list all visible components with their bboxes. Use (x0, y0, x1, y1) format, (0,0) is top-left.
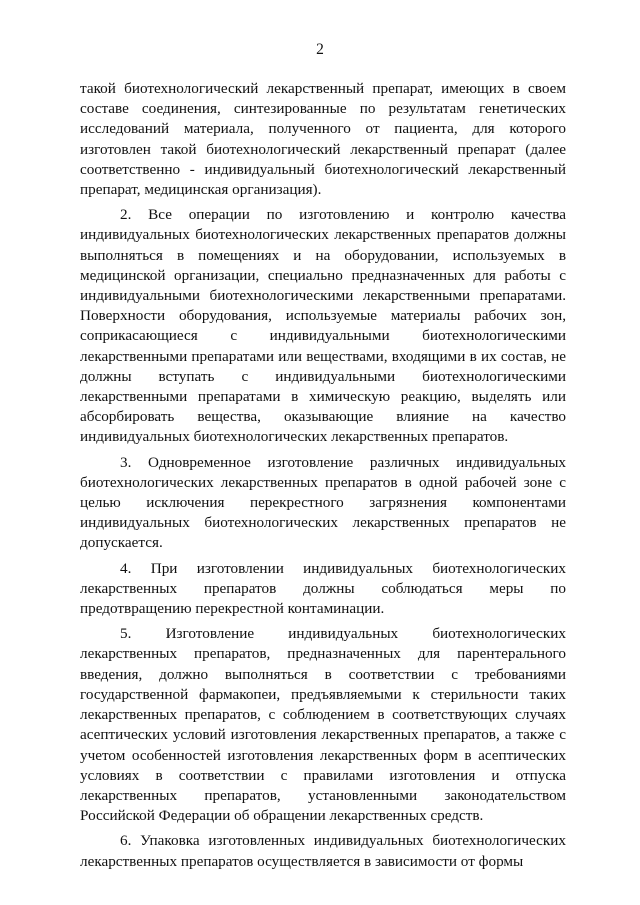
paragraph-item-6: 6. Упаковка изготовленных индивидуальных биотехнологических лекарственных препаратов осуществляется в зависимости от формы (80, 832, 566, 870)
page-number: 2 (316, 41, 324, 58)
paragraph-continuation: такой биотехнологический лекарственный препарат, имеющих в своем составе соединения, синтезированные по результатам генетических исследований материала, полученного от пациента, для которого изготовлен такой биотехнологический лекарственный препарат (далее соответственно - индивидуальный биотехнологический лекарственный препарат, медицинская организация). (80, 80, 566, 199)
paragraph-item-5: 5. Изготовление индивидуальных биотехнологических лекарственных препаратов, предназначенных для парентерального введения, должно выполняться в соответствии с требованиями государственной фармакопеи, предъявляемыми к стерильности таких лекарственных препаратов, с соблюдением в соответствующих случаях асептических условий изготовления лекарственных препаратов, а также с учетом особенностей изготовления лекарственных форм в асептических условиях в соответствии с правилами изготовления и отпуска лекарственных препаратов, установленными законодательством Российской Федерации об обращении лекарственных средств. (80, 625, 566, 825)
paragraph-item-4: 4. При изготовлении индивидуальных биотехнологических лекарственных препаратов должны соблюдаться меры по предотвращению перекрестной контаминации. (80, 559, 566, 618)
paragraph-item-3: 3. Одновременное изготовление различных индивидуальных биотехнологических лекарственных препаратов в одной рабочей зоне с целью исключения перекрестного загрязнения компонентами индивидуальных биотехнологических лекарственных препаратов не допускается. (80, 453, 566, 552)
paragraph-item-2: 2. Все операции по изготовлению и контролю качества индивидуальных биотехнологических лекарственных препаратов должны выполняться в помещениях и на оборудовании, используемых в медицинской организации, специально предназначенных для работы с индивидуальными биотехнологическими лекарственными препаратами. Поверхности оборудования, используемые материалы рабочих зон, соприкасающиеся с индивидуальными биотехнологическими лекарственными препаратами или веществами, входящими в их состав, не должны вступать с индивидуальными биотехнологическими лекарственными препаратами в химическую реакцию, выделять или абсорбировать вещества, оказывающие влияние на качество индивидуальных биотехнологических лекарственных препаратов. (80, 206, 566, 446)
document-body (80, 79, 566, 872)
